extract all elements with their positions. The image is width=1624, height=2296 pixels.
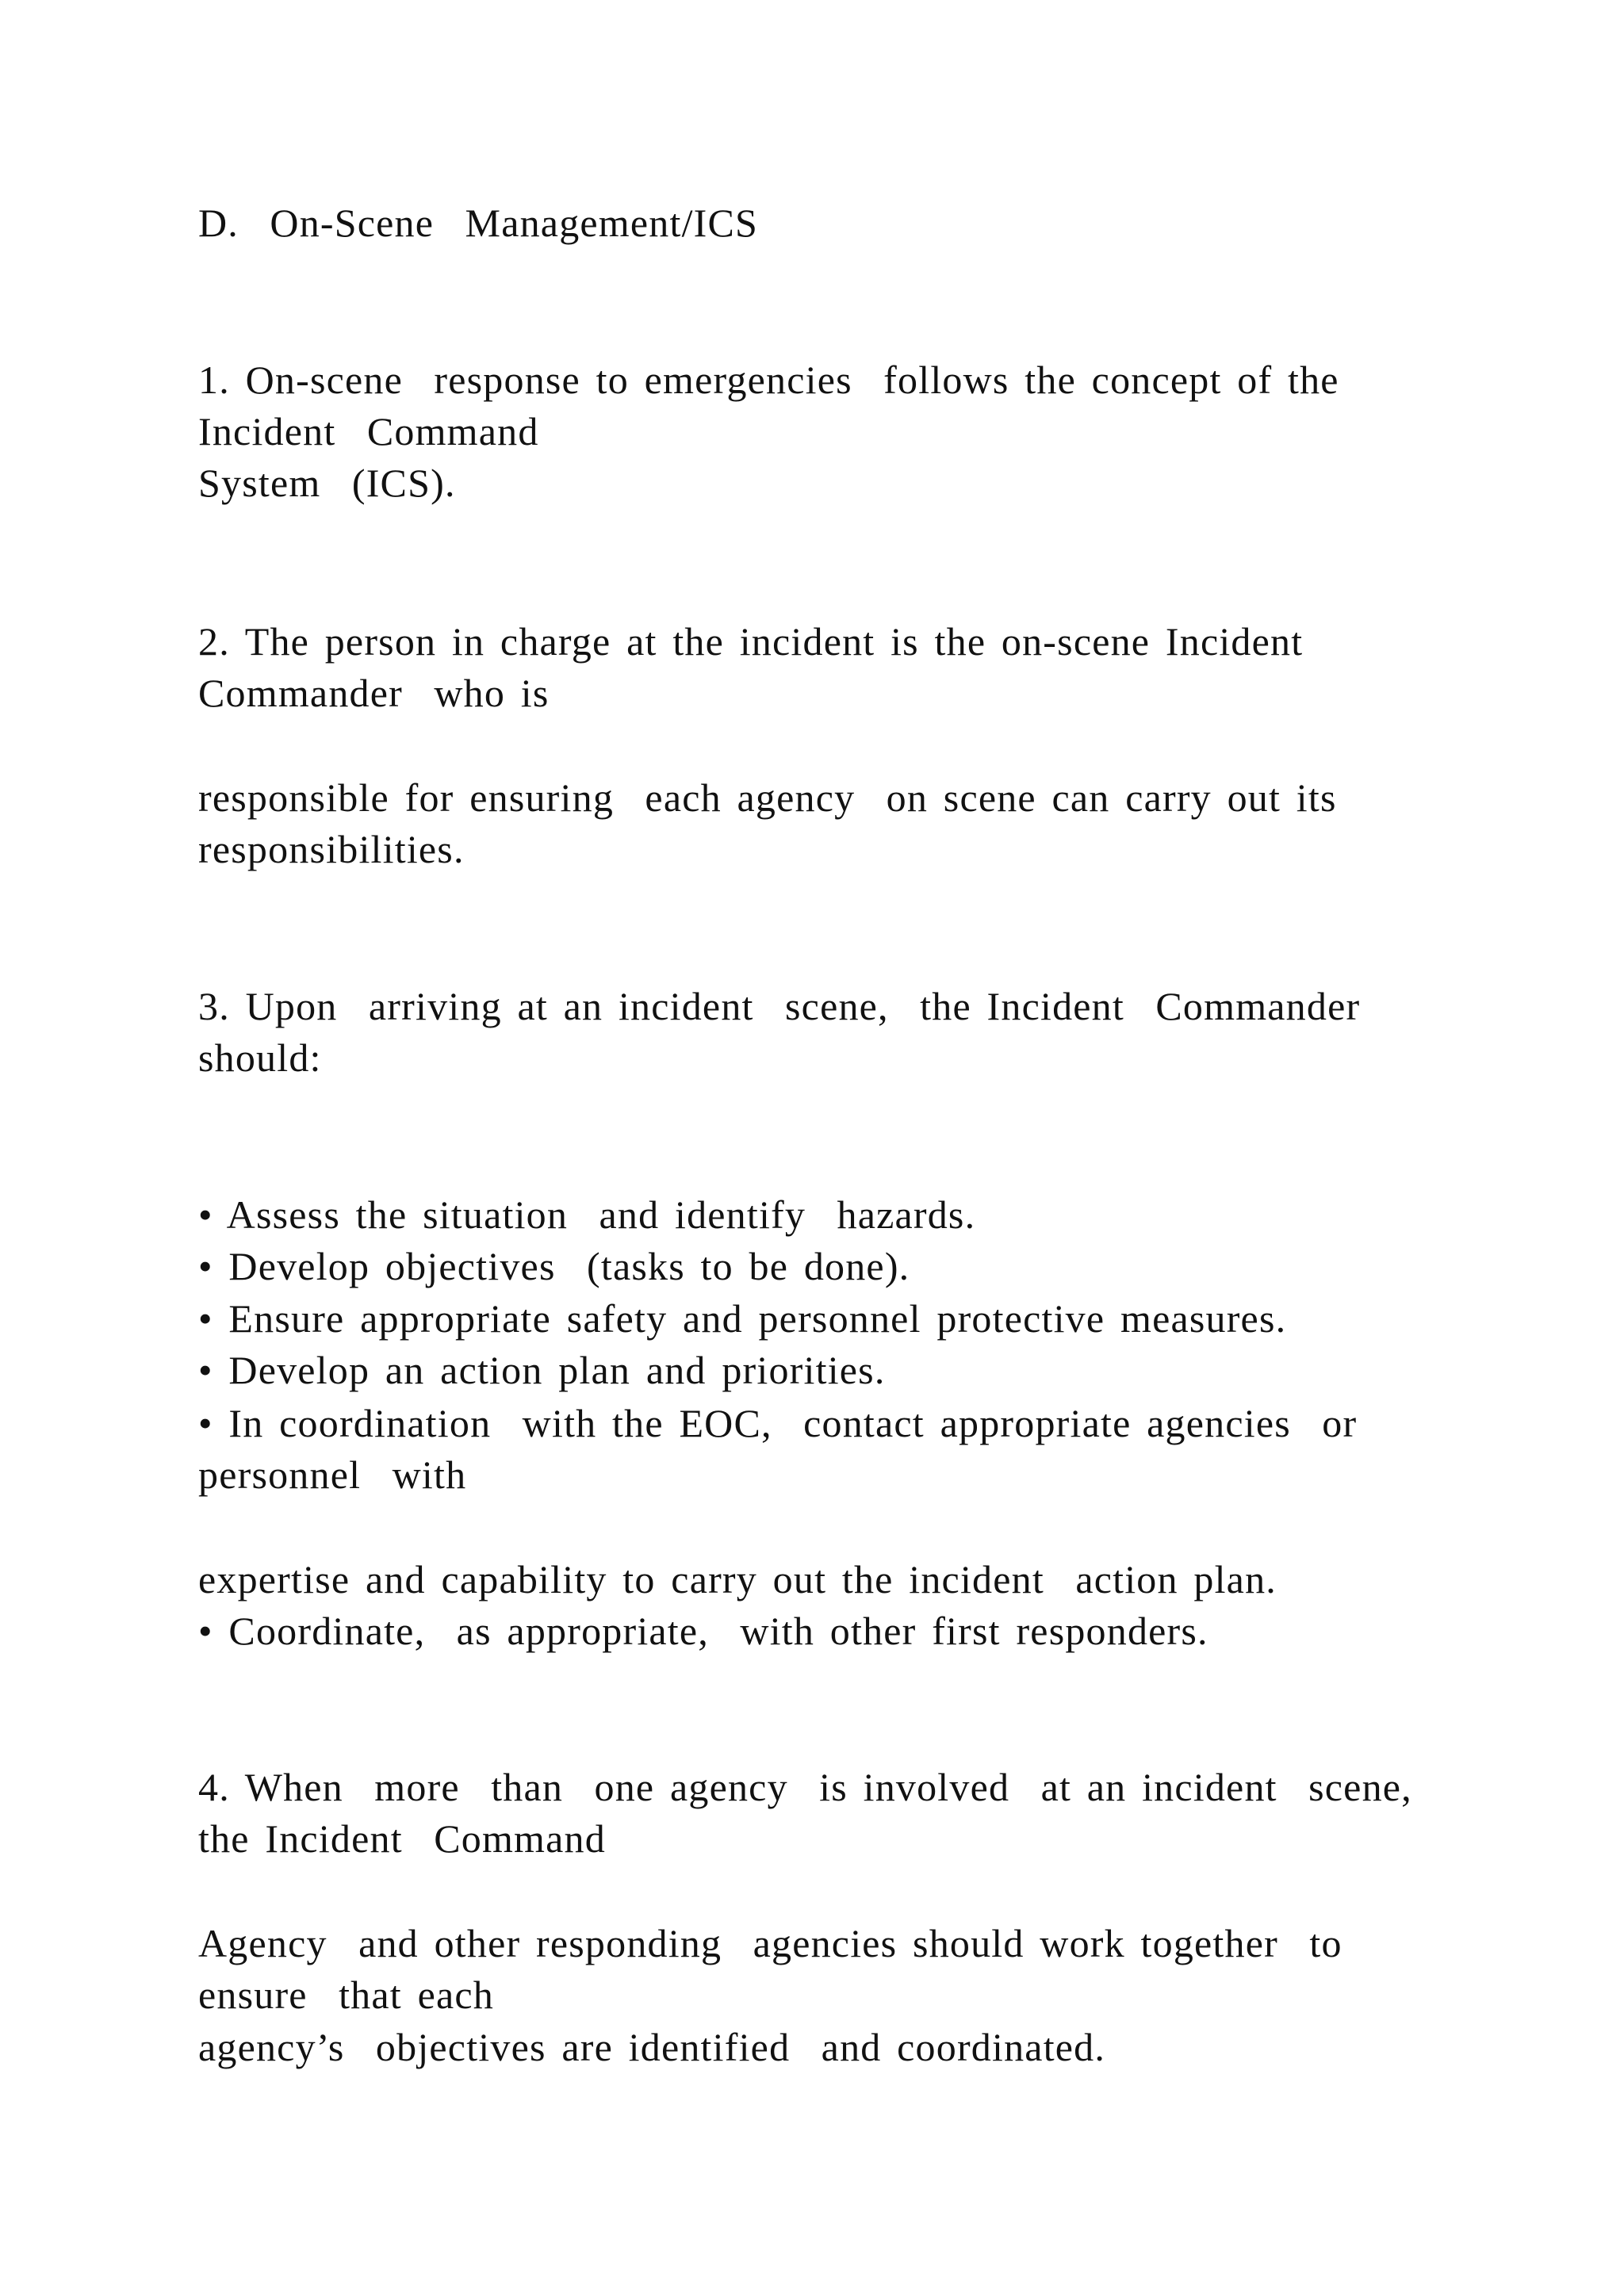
item-3-line-2: should: [198, 1035, 322, 1080]
bullet-first-responders: • Coordinate, as appropriate, with other first responders. [198, 1609, 1208, 1653]
item-2-line-2: Commander who is [198, 671, 550, 715]
item-4-line-5: agency’s objectives are identified and coordinated. [198, 2025, 1106, 2069]
bullet-coordination-line-3: expertise and capability to carry out the incident action plan. [198, 1557, 1277, 1601]
item-1-line-3: System (ICS). [198, 461, 456, 505]
item-3-line-1: 3. Upon arriving at an incident scene, the Incident Commander [198, 984, 1361, 1028]
item-4-line-1: 4. When more than one agency is involved at an incident scene, [198, 1765, 1412, 1809]
item-2-line-1: 2. The person in charge at the incident is the on-scene Incident [198, 619, 1304, 664]
item-4-line-4: ensure that each [198, 1973, 494, 2017]
item-2-line-3: responsible for ensuring each agency on scene can carry out its [198, 775, 1337, 820]
section-heading: D. On-Scene Management/ICS [198, 201, 759, 245]
item-4-line-2: the Incident Command [198, 1816, 606, 1861]
bullet-coordination-line-2: personnel with [198, 1452, 467, 1497]
bullet-objectives: • Develop objectives (tasks to be done). [198, 1244, 910, 1288]
bullet-assess: • Assess the situation and identify hazards. [198, 1192, 976, 1237]
bullet-coordination-line-1: • In coordination with the EOC, contact appropriate agencies or [198, 1401, 1358, 1445]
item-1-line-1: 1. On-scene response to emergencies follows the concept of the [198, 358, 1339, 402]
bullet-action-plan: • Develop an action plan and priorities. [198, 1348, 886, 1392]
bullet-safety: • Ensure appropriate safety and personnel protective measures. [198, 1296, 1287, 1341]
item-1-line-2: Incident Command [198, 409, 539, 453]
item-2-line-4: responsibilities. [198, 827, 465, 871]
item-4-line-3: Agency and other responding agencies should work together to [198, 1921, 1342, 1965]
